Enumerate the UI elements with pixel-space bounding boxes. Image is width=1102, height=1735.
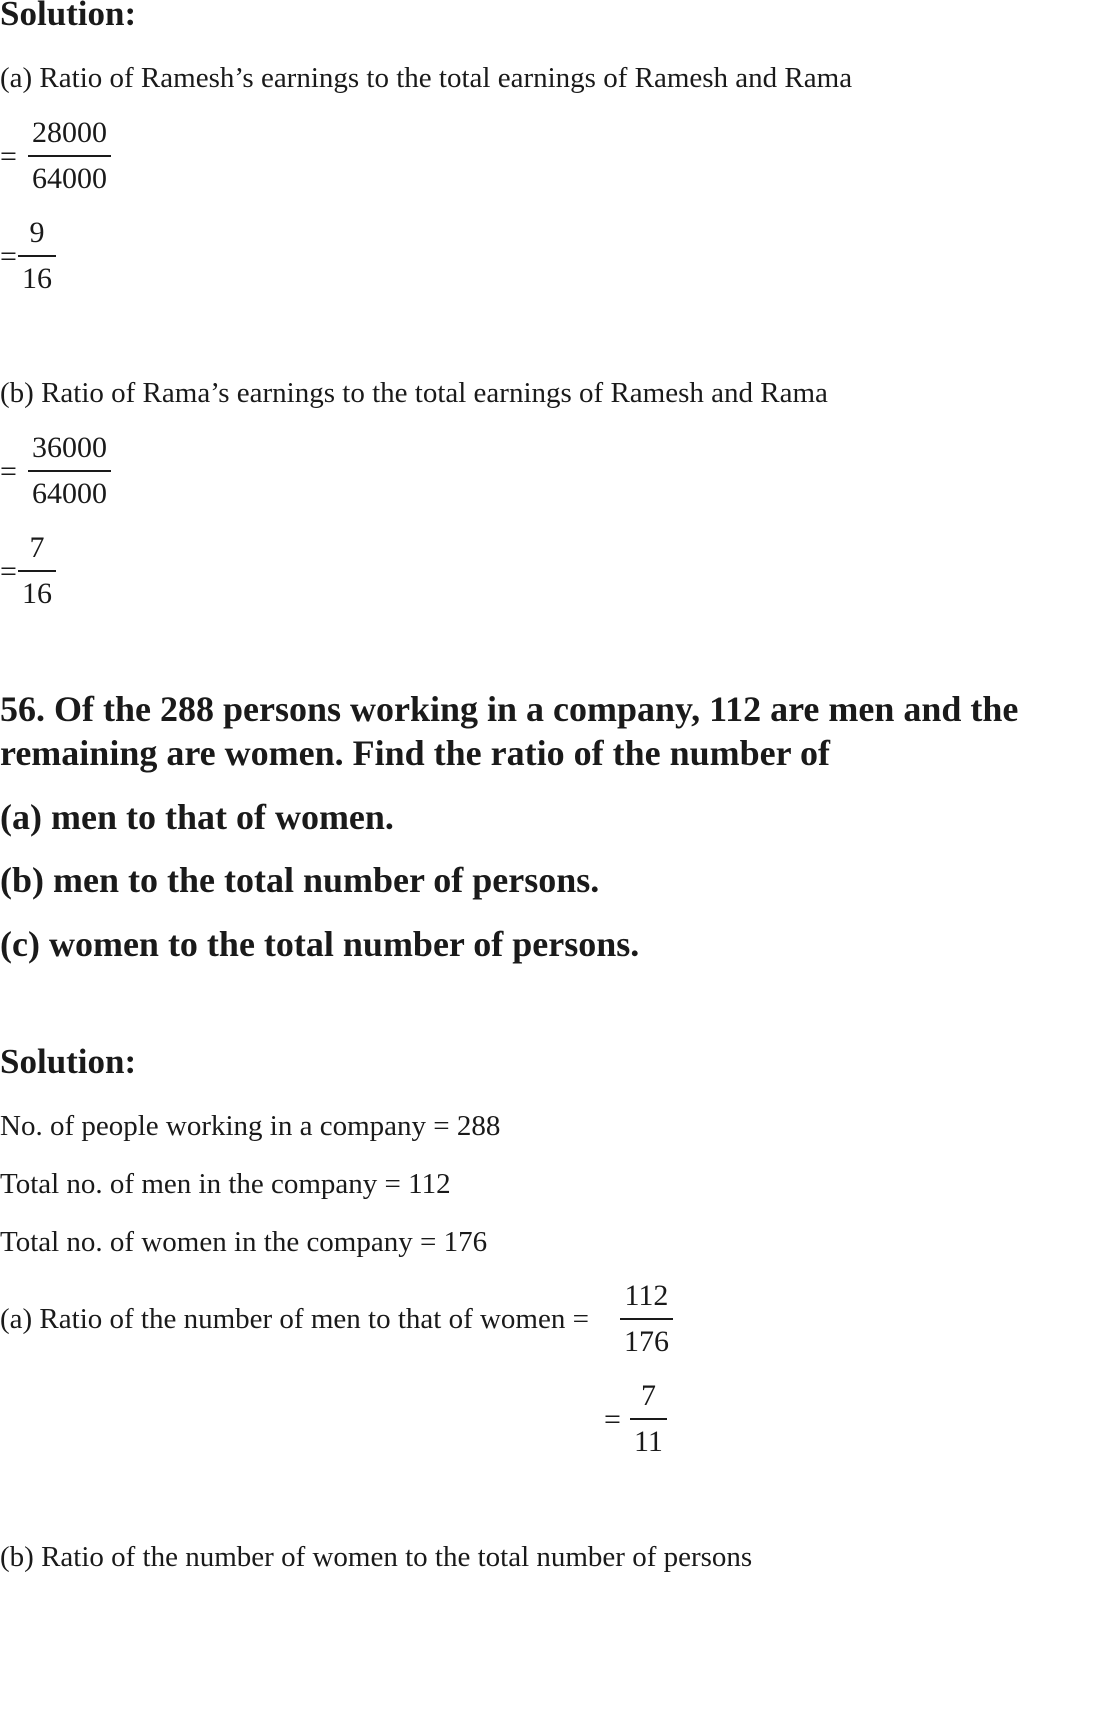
denominator: 64000 xyxy=(28,155,111,194)
equals-sign: = xyxy=(604,1403,621,1436)
solution-heading: Solution: xyxy=(0,0,137,33)
equals-sign: = xyxy=(0,455,17,488)
question-part-a: (a) men to that of women. xyxy=(0,797,394,837)
denominator: 64000 xyxy=(28,470,111,509)
fraction-7-over-11 xyxy=(630,1381,667,1457)
equals-sign: = xyxy=(0,140,17,173)
fraction-7-over-16 xyxy=(18,533,56,609)
numerator: 36000 xyxy=(32,431,107,464)
women-count-line: Total no. of women in the company = 176 xyxy=(0,1226,488,1258)
numerator: 7 xyxy=(29,531,45,564)
fraction-9-over-16 xyxy=(18,218,56,294)
numerator: 9 xyxy=(29,216,45,249)
people-count-line: No. of people working in a company = 288 xyxy=(0,1110,501,1142)
question-line-2: remaining are women. Find the ratio of the number of xyxy=(0,733,830,773)
fraction-112-over-176 xyxy=(620,1281,673,1357)
numerator: 7 xyxy=(640,1379,656,1412)
denominator: 11 xyxy=(630,1418,667,1457)
equals-sign: = xyxy=(0,240,17,273)
part-a-statement: (a) Ratio of Ramesh’s earnings to the total earnings of Ramesh and Rama xyxy=(0,62,853,94)
men-count-line: Total no. of men in the company = 112 xyxy=(0,1168,451,1200)
fraction-36000-over-64000 xyxy=(28,433,111,509)
question-part-c: (c) women to the total number of persons. xyxy=(0,924,640,964)
equals-sign: = xyxy=(0,555,17,588)
part-b-ratio-statement: (b) Ratio of the number of women to the total number of persons xyxy=(0,1541,753,1573)
fraction-28000-over-64000 xyxy=(28,118,111,194)
part-b-statement: (b) Ratio of Rama’s earnings to the total earnings of Ramesh and Rama xyxy=(0,377,828,409)
numerator: 28000 xyxy=(32,116,107,149)
numerator: 112 xyxy=(624,1279,669,1312)
denominator: 176 xyxy=(620,1318,673,1357)
solution-heading: Solution: xyxy=(0,1042,137,1081)
question-line-1: 56. Of the 288 persons working in a company, 112 are men and the xyxy=(0,689,1019,729)
denominator: 16 xyxy=(18,255,56,294)
part-a-ratio-statement: (a) Ratio of the number of men to that of women = xyxy=(0,1303,589,1335)
question-part-b: (b) men to the total number of persons. xyxy=(0,860,600,900)
denominator: 16 xyxy=(18,570,56,609)
